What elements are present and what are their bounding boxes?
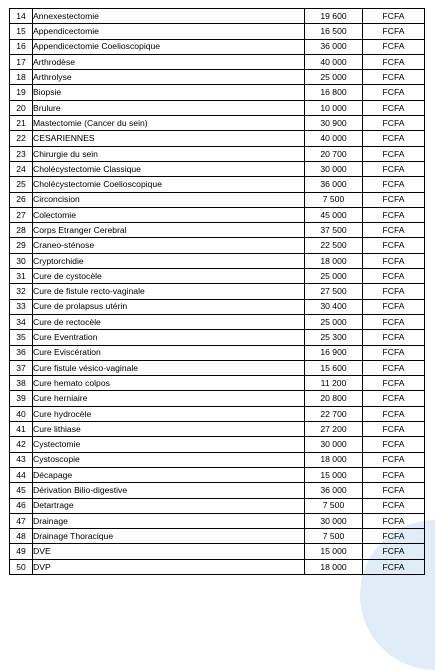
procedure-name: Arthrodèse — [33, 54, 305, 69]
table-row — [10, 116, 425, 131]
procedure-name: CESARIENNES — [33, 131, 305, 146]
procedure-name: DVP — [33, 559, 305, 574]
table-row — [10, 529, 425, 544]
table-row — [10, 452, 425, 467]
currency-label: FCFA — [363, 24, 425, 39]
procedure-name: Colectomie — [33, 207, 305, 222]
table-row — [10, 467, 425, 482]
price-amount: 7 500 — [305, 529, 363, 544]
price-amount: 25 000 — [305, 314, 363, 329]
table-row — [10, 284, 425, 299]
row-number: 37 — [10, 360, 33, 375]
currency-label: FCFA — [363, 284, 425, 299]
table-row — [10, 360, 425, 375]
row-number: 16 — [10, 39, 33, 54]
price-amount: 16 900 — [305, 345, 363, 360]
row-number: 50 — [10, 559, 33, 574]
tariff-table — [9, 8, 425, 575]
row-number: 20 — [10, 100, 33, 115]
currency-label: FCFA — [363, 192, 425, 207]
table-row — [10, 177, 425, 192]
procedure-name: Cure herniaire — [33, 391, 305, 406]
table-row — [10, 207, 425, 222]
row-number: 46 — [10, 498, 33, 513]
procedure-name: Cure hydrocèle — [33, 406, 305, 421]
row-number: 39 — [10, 391, 33, 406]
row-number: 14 — [10, 9, 33, 24]
price-amount: 7 500 — [305, 498, 363, 513]
row-number: 25 — [10, 177, 33, 192]
table-row — [10, 146, 425, 161]
procedure-name: Annexestectomie — [33, 9, 305, 24]
currency-label: FCFA — [363, 467, 425, 482]
currency-label: FCFA — [363, 177, 425, 192]
currency-label: FCFA — [363, 544, 425, 559]
row-number: 40 — [10, 406, 33, 421]
row-number: 18 — [10, 70, 33, 85]
currency-label: FCFA — [363, 269, 425, 284]
currency-label: FCFA — [363, 391, 425, 406]
procedure-name: DVE — [33, 544, 305, 559]
price-amount: 20 700 — [305, 146, 363, 161]
price-amount: 30 000 — [305, 513, 363, 528]
row-number: 32 — [10, 284, 33, 299]
currency-label: FCFA — [363, 376, 425, 391]
procedure-name: Cure lithiase — [33, 422, 305, 437]
table-row — [10, 253, 425, 268]
table-row — [10, 85, 425, 100]
table-row — [10, 376, 425, 391]
currency-label: FCFA — [363, 70, 425, 85]
row-number: 15 — [10, 24, 33, 39]
table-row — [10, 544, 425, 559]
currency-label: FCFA — [363, 559, 425, 574]
table-row — [10, 437, 425, 452]
price-amount: 30 000 — [305, 437, 363, 452]
row-number: 34 — [10, 314, 33, 329]
price-amount: 25 000 — [305, 269, 363, 284]
procedure-name: Detartrage — [33, 498, 305, 513]
table-row — [10, 345, 425, 360]
row-number: 24 — [10, 161, 33, 176]
price-amount: 15 000 — [305, 467, 363, 482]
procedure-name: Cystoscopie — [33, 452, 305, 467]
procedure-name: Cryptorchidie — [33, 253, 305, 268]
currency-label: FCFA — [363, 253, 425, 268]
table-row — [10, 269, 425, 284]
procedure-name: Brulure — [33, 100, 305, 115]
currency-label: FCFA — [363, 330, 425, 345]
procedure-name: Cholécystectomie Coelioscopique — [33, 177, 305, 192]
currency-label: FCFA — [363, 314, 425, 329]
row-number: 30 — [10, 253, 33, 268]
row-number: 45 — [10, 483, 33, 498]
procedure-name: Drainage — [33, 513, 305, 528]
currency-label: FCFA — [363, 85, 425, 100]
procedure-name: Cure hemato colpos — [33, 376, 305, 391]
currency-label: FCFA — [363, 406, 425, 421]
table-row — [10, 192, 425, 207]
currency-label: FCFA — [363, 238, 425, 253]
price-amount: 18 000 — [305, 253, 363, 268]
table-row — [10, 314, 425, 329]
price-amount: 30 000 — [305, 161, 363, 176]
row-number: 26 — [10, 192, 33, 207]
currency-label: FCFA — [363, 360, 425, 375]
currency-label: FCFA — [363, 223, 425, 238]
price-amount: 27 200 — [305, 422, 363, 437]
procedure-name: Cholécystectomie Classique — [33, 161, 305, 176]
currency-label: FCFA — [363, 452, 425, 467]
table-row — [10, 238, 425, 253]
procedure-name: Craneo-sténose — [33, 238, 305, 253]
row-number: 42 — [10, 437, 33, 452]
procedure-name: Cure de fistule recto-vaginale — [33, 284, 305, 299]
table-row — [10, 54, 425, 69]
table-row — [10, 422, 425, 437]
table-row — [10, 9, 425, 24]
table-row — [10, 559, 425, 574]
price-amount: 37 500 — [305, 223, 363, 238]
table-row — [10, 330, 425, 345]
price-amount: 19 600 — [305, 9, 363, 24]
price-amount: 22 700 — [305, 406, 363, 421]
procedure-name: Décapage — [33, 467, 305, 482]
procedure-name: Mastectomie (Cancer du sein) — [33, 116, 305, 131]
row-number: 21 — [10, 116, 33, 131]
price-amount: 36 000 — [305, 483, 363, 498]
price-amount: 18 000 — [305, 559, 363, 574]
price-amount: 11 200 — [305, 376, 363, 391]
price-amount: 45 000 — [305, 207, 363, 222]
procedure-name: Arthrolyse — [33, 70, 305, 85]
price-amount: 25 000 — [305, 70, 363, 85]
price-amount: 16 500 — [305, 24, 363, 39]
currency-label: FCFA — [363, 529, 425, 544]
row-number: 49 — [10, 544, 33, 559]
currency-label: FCFA — [363, 39, 425, 54]
row-number: 36 — [10, 345, 33, 360]
price-amount: 20 800 — [305, 391, 363, 406]
price-amount: 30 400 — [305, 299, 363, 314]
price-amount: 15 000 — [305, 544, 363, 559]
table-row — [10, 223, 425, 238]
row-number: 48 — [10, 529, 33, 544]
procedure-name: Chirurgie du sein — [33, 146, 305, 161]
procedure-name: Circoncision — [33, 192, 305, 207]
currency-label: FCFA — [363, 161, 425, 176]
procedure-name: Corps Etranger Cerebral — [33, 223, 305, 238]
price-amount: 25 300 — [305, 330, 363, 345]
currency-label: FCFA — [363, 345, 425, 360]
row-number: 38 — [10, 376, 33, 391]
table-row — [10, 406, 425, 421]
row-number: 22 — [10, 131, 33, 146]
table-row — [10, 39, 425, 54]
currency-label: FCFA — [363, 146, 425, 161]
price-amount: 16 800 — [305, 85, 363, 100]
row-number: 47 — [10, 513, 33, 528]
row-number: 33 — [10, 299, 33, 314]
tariff-table-body — [10, 9, 425, 575]
procedure-name: Biopsie — [33, 85, 305, 100]
currency-label: FCFA — [363, 9, 425, 24]
currency-label: FCFA — [363, 498, 425, 513]
table-row — [10, 161, 425, 176]
currency-label: FCFA — [363, 437, 425, 452]
row-number: 31 — [10, 269, 33, 284]
table-row — [10, 70, 425, 85]
currency-label: FCFA — [363, 483, 425, 498]
row-number: 19 — [10, 85, 33, 100]
table-row — [10, 391, 425, 406]
row-number: 17 — [10, 54, 33, 69]
table-row — [10, 498, 425, 513]
procedure-name: Appendicectomie — [33, 24, 305, 39]
table-row — [10, 483, 425, 498]
price-amount: 18 000 — [305, 452, 363, 467]
table-row — [10, 131, 425, 146]
row-number: 29 — [10, 238, 33, 253]
price-amount: 30 900 — [305, 116, 363, 131]
procedure-name: Cure fistule vésico-vaginale — [33, 360, 305, 375]
price-amount: 7 500 — [305, 192, 363, 207]
currency-label: FCFA — [363, 513, 425, 528]
procedure-name: Appendicectomie Coelioscopique — [33, 39, 305, 54]
table-row — [10, 299, 425, 314]
price-amount: 40 000 — [305, 131, 363, 146]
procedure-name: Cure de prolapsus utérin — [33, 299, 305, 314]
procedure-name: Dérivation Bilio-digestive — [33, 483, 305, 498]
row-number: 28 — [10, 223, 33, 238]
procedure-name: Cure Eventration — [33, 330, 305, 345]
table-row — [10, 513, 425, 528]
row-number: 41 — [10, 422, 33, 437]
row-number: 43 — [10, 452, 33, 467]
currency-label: FCFA — [363, 100, 425, 115]
price-amount: 36 000 — [305, 177, 363, 192]
price-amount: 27 500 — [305, 284, 363, 299]
currency-label: FCFA — [363, 54, 425, 69]
procedure-name: Cure Eviscération — [33, 345, 305, 360]
procedure-name: Cure de rectocèle — [33, 314, 305, 329]
currency-label: FCFA — [363, 422, 425, 437]
currency-label: FCFA — [363, 207, 425, 222]
procedure-name: Drainage Thoracique — [33, 529, 305, 544]
currency-label: FCFA — [363, 299, 425, 314]
table-row — [10, 100, 425, 115]
price-amount: 40 000 — [305, 54, 363, 69]
table-row — [10, 24, 425, 39]
procedure-name: Cystectomie — [33, 437, 305, 452]
price-amount: 22 500 — [305, 238, 363, 253]
row-number: 44 — [10, 467, 33, 482]
row-number: 35 — [10, 330, 33, 345]
procedure-name: Cure de cystocèle — [33, 269, 305, 284]
price-amount: 10 000 — [305, 100, 363, 115]
row-number: 23 — [10, 146, 33, 161]
currency-label: FCFA — [363, 116, 425, 131]
currency-label: FCFA — [363, 131, 425, 146]
price-amount: 15 600 — [305, 360, 363, 375]
price-amount: 36 000 — [305, 39, 363, 54]
row-number: 27 — [10, 207, 33, 222]
